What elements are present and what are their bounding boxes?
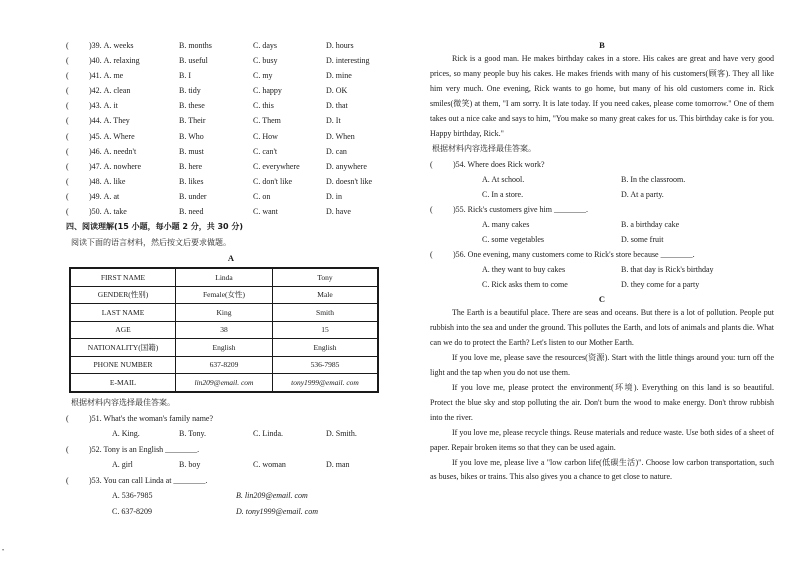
option-c: C. my <box>253 71 273 81</box>
options-row <box>430 187 774 202</box>
cloze-row <box>66 189 396 204</box>
instruction-a: 根据材料内容选择最佳答案。 <box>71 397 175 407</box>
answer-paren: ( <box>66 116 69 126</box>
answer-paren: ( <box>66 413 69 423</box>
option-a: A. nowhere <box>103 161 141 171</box>
answer-paren: ( <box>430 250 433 260</box>
option-d: D. that <box>326 101 348 111</box>
option-a: A. relaxing <box>103 56 140 66</box>
option-b: B. Tony. <box>179 429 206 439</box>
cloze-option-a <box>89 113 130 128</box>
question-number: )46. <box>89 146 102 156</box>
passage-c-paragraph: If you love me, please protect the environment(环境). Everything on this land is so beautiful. Protect the blue sky and stop polluting the air. Don't burn the wood to make energy. Don't throw rubbish into the river. <box>430 382 774 422</box>
answer-paren: ( <box>66 101 69 111</box>
option-d: D. mine <box>326 71 352 81</box>
answer-paren: ( <box>66 86 69 96</box>
option-b: B. months <box>179 41 212 50</box>
options-row <box>66 504 396 520</box>
cloze-option-a <box>89 68 123 83</box>
answer-paren: ( <box>66 207 69 217</box>
table-label: E-MAIL <box>70 374 176 392</box>
option-d: D. When <box>326 131 355 141</box>
option-c: C. In a store. <box>482 190 524 200</box>
table-value-tony: 15 <box>273 321 379 339</box>
cloze-row <box>66 68 396 83</box>
cloze-row <box>66 174 396 189</box>
table-label: PHONE NUMBER <box>70 356 176 374</box>
passage-c-paragraph: If you love me, please recycle things. Reuse materials and reduce waste. Use both sides of a sheet of paper. Repair broken items so that they can be used again. <box>430 427 774 452</box>
option-b: B. In the classroom. <box>621 175 686 185</box>
option-a: A. it <box>103 101 118 111</box>
question-number: )49. <box>89 191 102 201</box>
question-stem-row <box>430 202 774 217</box>
option-c: C. want <box>253 207 278 217</box>
answer-paren: ( <box>66 191 69 201</box>
option-b: B. useful <box>179 56 208 66</box>
right-column <box>430 38 774 485</box>
table-row <box>70 321 378 339</box>
cloze-option-a <box>89 204 127 219</box>
passage-c-paragraph: If you love me, please save the resources(资源). Start with the little things around you: turn off the light and the tap when you do not use them. <box>430 353 774 378</box>
option-a: A. Where <box>103 131 135 141</box>
table-row <box>70 304 378 322</box>
option-b: B. a birthday cake <box>621 220 680 230</box>
option-b: B. lin209@email. com <box>236 491 308 501</box>
options-row <box>66 426 396 442</box>
option-a: A. girl <box>112 460 133 470</box>
cloze-option-a <box>89 98 118 113</box>
table-value-tony: 536-7985 <box>273 356 379 374</box>
option-b: B. need <box>179 207 204 217</box>
option-d: D. hours <box>326 41 354 50</box>
option-c: C. this <box>253 101 274 111</box>
table-value-linda: lin209@email. com <box>176 374 273 392</box>
question-stem-row <box>430 157 774 172</box>
options-row <box>430 232 774 247</box>
option-d: D. Smith. <box>326 429 357 439</box>
option-b: B. here <box>179 161 203 171</box>
option-a: A. take <box>103 207 127 217</box>
table-row <box>70 374 378 392</box>
option-b: B. tidy <box>179 86 201 96</box>
answer-paren: ( <box>66 161 69 171</box>
cloze-row <box>66 129 396 144</box>
option-c: C. everywhere <box>253 161 300 171</box>
option-d: D. have <box>326 207 351 217</box>
table-value-tony: Smith <box>273 304 379 322</box>
option-c: C. can't <box>253 146 278 156</box>
question-stem: )56. One evening, many customers come to Rick's store because ________. <box>453 250 695 260</box>
cloze-row <box>66 83 396 98</box>
table-value-tony: Tony <box>273 268 379 286</box>
left-column <box>66 38 396 519</box>
question-stem: )52. Tony is an English ________. <box>89 444 200 454</box>
table-label: GENDER(性别) <box>70 286 176 304</box>
question-number: )48. <box>89 176 102 186</box>
answer-paren: ( <box>66 475 69 485</box>
question-number: )50. <box>89 207 102 217</box>
option-d: D. tony1999@email. com <box>236 506 319 516</box>
passage-c-text <box>430 306 774 485</box>
question-stem-row <box>66 442 396 458</box>
option-a: A. at <box>103 191 120 201</box>
table-value-linda: King <box>176 304 273 322</box>
question-stem: )55. Rick's customers give him ________. <box>453 205 588 215</box>
passage-a-title: A <box>227 253 235 264</box>
table-row <box>70 339 378 357</box>
option-a: A. They <box>103 116 130 126</box>
option-c: C. busy <box>253 56 278 66</box>
table-label: LAST NAME <box>70 304 176 322</box>
options-row <box>66 488 396 504</box>
option-d: D. can <box>326 146 347 156</box>
passage-c-paragraph: The Earth is a beautiful place. There are seas and oceans. But there is a lot of pollution. People put rubbish into the sea and under the ground. This pollutes the Earth, and lots of animals and plants die. What can we do to protect the Earth? Let's listen to our Mother Earth. <box>430 308 774 348</box>
cloze-option-a <box>89 129 135 144</box>
cloze-row <box>66 38 396 53</box>
table-row <box>70 286 378 304</box>
cloze-row <box>66 159 396 174</box>
question-number: )40. <box>89 56 102 66</box>
option-b: B. these <box>179 101 205 111</box>
options-row <box>430 217 774 232</box>
answer-paren: ( <box>66 176 69 186</box>
option-c: C. Them <box>253 116 281 126</box>
table-value-tony: Male <box>273 286 379 304</box>
answer-paren: ( <box>66 131 69 141</box>
cloze-option-a <box>89 83 130 98</box>
option-c: C. 637-8209 <box>112 506 152 516</box>
answer-paren: ( <box>66 146 69 156</box>
option-c: C. Linda. <box>253 429 283 439</box>
question-stem: )54. Where does Rick work? <box>453 160 545 170</box>
cloze-row <box>66 113 396 128</box>
question-number: )44. <box>89 116 102 126</box>
option-c: C. some vegetables <box>482 235 544 245</box>
table-label: NATIONALITY(国籍) <box>70 339 176 357</box>
question-number: )41. <box>89 71 102 81</box>
option-c: C. Rick asks them to come <box>482 280 568 290</box>
table-value-linda: 637-8209 <box>176 356 273 374</box>
question-stem: )51. What's the woman's family name? <box>89 413 214 423</box>
answer-paren: ( <box>66 444 69 454</box>
option-d: D. anywhere <box>326 161 367 171</box>
passage-c-paragraph: If you love me, please live a "low carbon life(低碳生活)". Choose low carbon transportation, such as buses, bikes or trains. This also gives you a chance to get close to nature. <box>430 457 774 482</box>
table-value-tony: tony1999@email. com <box>273 374 379 392</box>
table-value-linda: Linda <box>176 268 273 286</box>
cloze-row <box>66 144 396 159</box>
option-d: D. they come for a party <box>621 280 700 290</box>
questions-b <box>430 157 774 292</box>
options-row <box>430 277 774 292</box>
table-value-tony: English <box>273 339 379 357</box>
cloze-options-list <box>66 38 396 219</box>
questions-a <box>66 411 396 520</box>
cloze-option-a <box>89 174 125 189</box>
info-table <box>69 267 379 393</box>
option-c: C. woman <box>253 460 286 470</box>
passage-b-title: B <box>599 40 605 50</box>
option-b: B. that day is Rick's birthday <box>621 265 714 275</box>
option-b: B. under <box>179 191 207 201</box>
table-row <box>70 356 378 374</box>
question-number: )43. <box>89 101 102 111</box>
answer-paren: ( <box>66 71 69 81</box>
option-c: C. days <box>253 41 277 50</box>
question-number: )39. <box>89 41 102 50</box>
question-stem-row <box>66 411 396 427</box>
question-number: )47. <box>89 161 102 171</box>
cloze-option-a <box>89 38 133 53</box>
answer-paren: ( <box>66 56 69 66</box>
cloze-option-a <box>89 53 140 68</box>
option-a: A. many cakes <box>482 220 530 230</box>
option-b: B. likes <box>179 176 204 186</box>
instruction-b: 根据材料内容选择最佳答案。 <box>432 144 536 154</box>
option-b: B. Who <box>179 131 204 141</box>
option-d: D. man <box>326 460 350 470</box>
question-stem-row <box>430 247 774 262</box>
answer-paren: ( <box>430 205 433 215</box>
table-label: FIRST NAME <box>70 268 176 286</box>
question-number: )42. <box>89 86 102 96</box>
options-row <box>430 172 774 187</box>
option-a: A. King. <box>112 429 140 439</box>
answer-paren: ( <box>66 41 69 50</box>
option-b: B. Their <box>179 116 206 126</box>
option-a: A. At school. <box>482 175 525 185</box>
passage-c-title: C <box>598 294 606 305</box>
cloze-row <box>66 53 396 68</box>
answer-paren: ( <box>430 160 433 170</box>
option-d: D. interesting <box>326 56 370 66</box>
corner-mark: • <box>2 548 5 554</box>
option-c: C. happy <box>253 86 282 96</box>
option-d: D. some fruit <box>621 235 664 245</box>
table-value-linda: 38 <box>176 321 273 339</box>
options-row <box>66 457 396 473</box>
option-d: D. doesn't like <box>326 176 373 186</box>
section-intro: 阅读下面的语言材料，然后按文后要求做题。 <box>71 238 231 248</box>
option-a: A. clean <box>103 86 131 96</box>
option-d: D. It <box>326 116 341 126</box>
cloze-row <box>66 98 396 113</box>
option-b: B. I <box>179 71 191 81</box>
table-value-linda: English <box>176 339 273 357</box>
option-a: A. weeks <box>103 41 134 50</box>
cloze-row <box>66 204 396 219</box>
option-b: B. must <box>179 146 204 156</box>
option-b: B. boy <box>179 460 201 470</box>
table-label: AGE <box>70 321 176 339</box>
cloze-option-a <box>89 159 141 174</box>
options-row <box>430 262 774 277</box>
option-d: D. OK <box>326 86 348 96</box>
option-a: A. they want to buy cakes <box>482 265 566 275</box>
section-title: 四、阅读理解(15 小题，每小题 2 分，共 30 分) <box>66 222 244 232</box>
question-number: )45. <box>89 131 102 141</box>
passage-b-text: Rick is a good man. He makes birthday cakes in a store. His cakes are great and have very good prices, so many people buy his cakes. He makes friends with many of his customers(顾客). They all like him very much. One evening, Rick wants to go home, but many of his old customers come in. Rick smiles(微笑) at them, "I am sorry. It is late today. If you need cakes, please come tomorrow." One of them takes out a nice cake and says to him, "You make so many great cakes for us. This birthday cake is for you. Happy birthday, Rick." <box>430 54 774 138</box>
question-stem: )53. You can call Linda at ________. <box>89 475 208 485</box>
option-a: A. me <box>103 71 124 81</box>
option-c: C. How <box>253 131 278 141</box>
option-d: D. At a party. <box>621 190 664 200</box>
table-value-linda: Female(女性) <box>176 286 273 304</box>
cloze-option-a <box>89 144 136 159</box>
option-c: C. on <box>253 191 271 201</box>
option-a: A. 536-7985 <box>112 491 153 501</box>
option-d: D. in <box>326 191 342 201</box>
question-stem-row <box>66 473 396 489</box>
table-row <box>70 268 378 286</box>
option-a: A. like <box>103 176 126 186</box>
option-c: C. don't like <box>253 176 292 186</box>
cloze-option-a <box>89 189 119 204</box>
option-a: A. needn't <box>103 146 137 156</box>
